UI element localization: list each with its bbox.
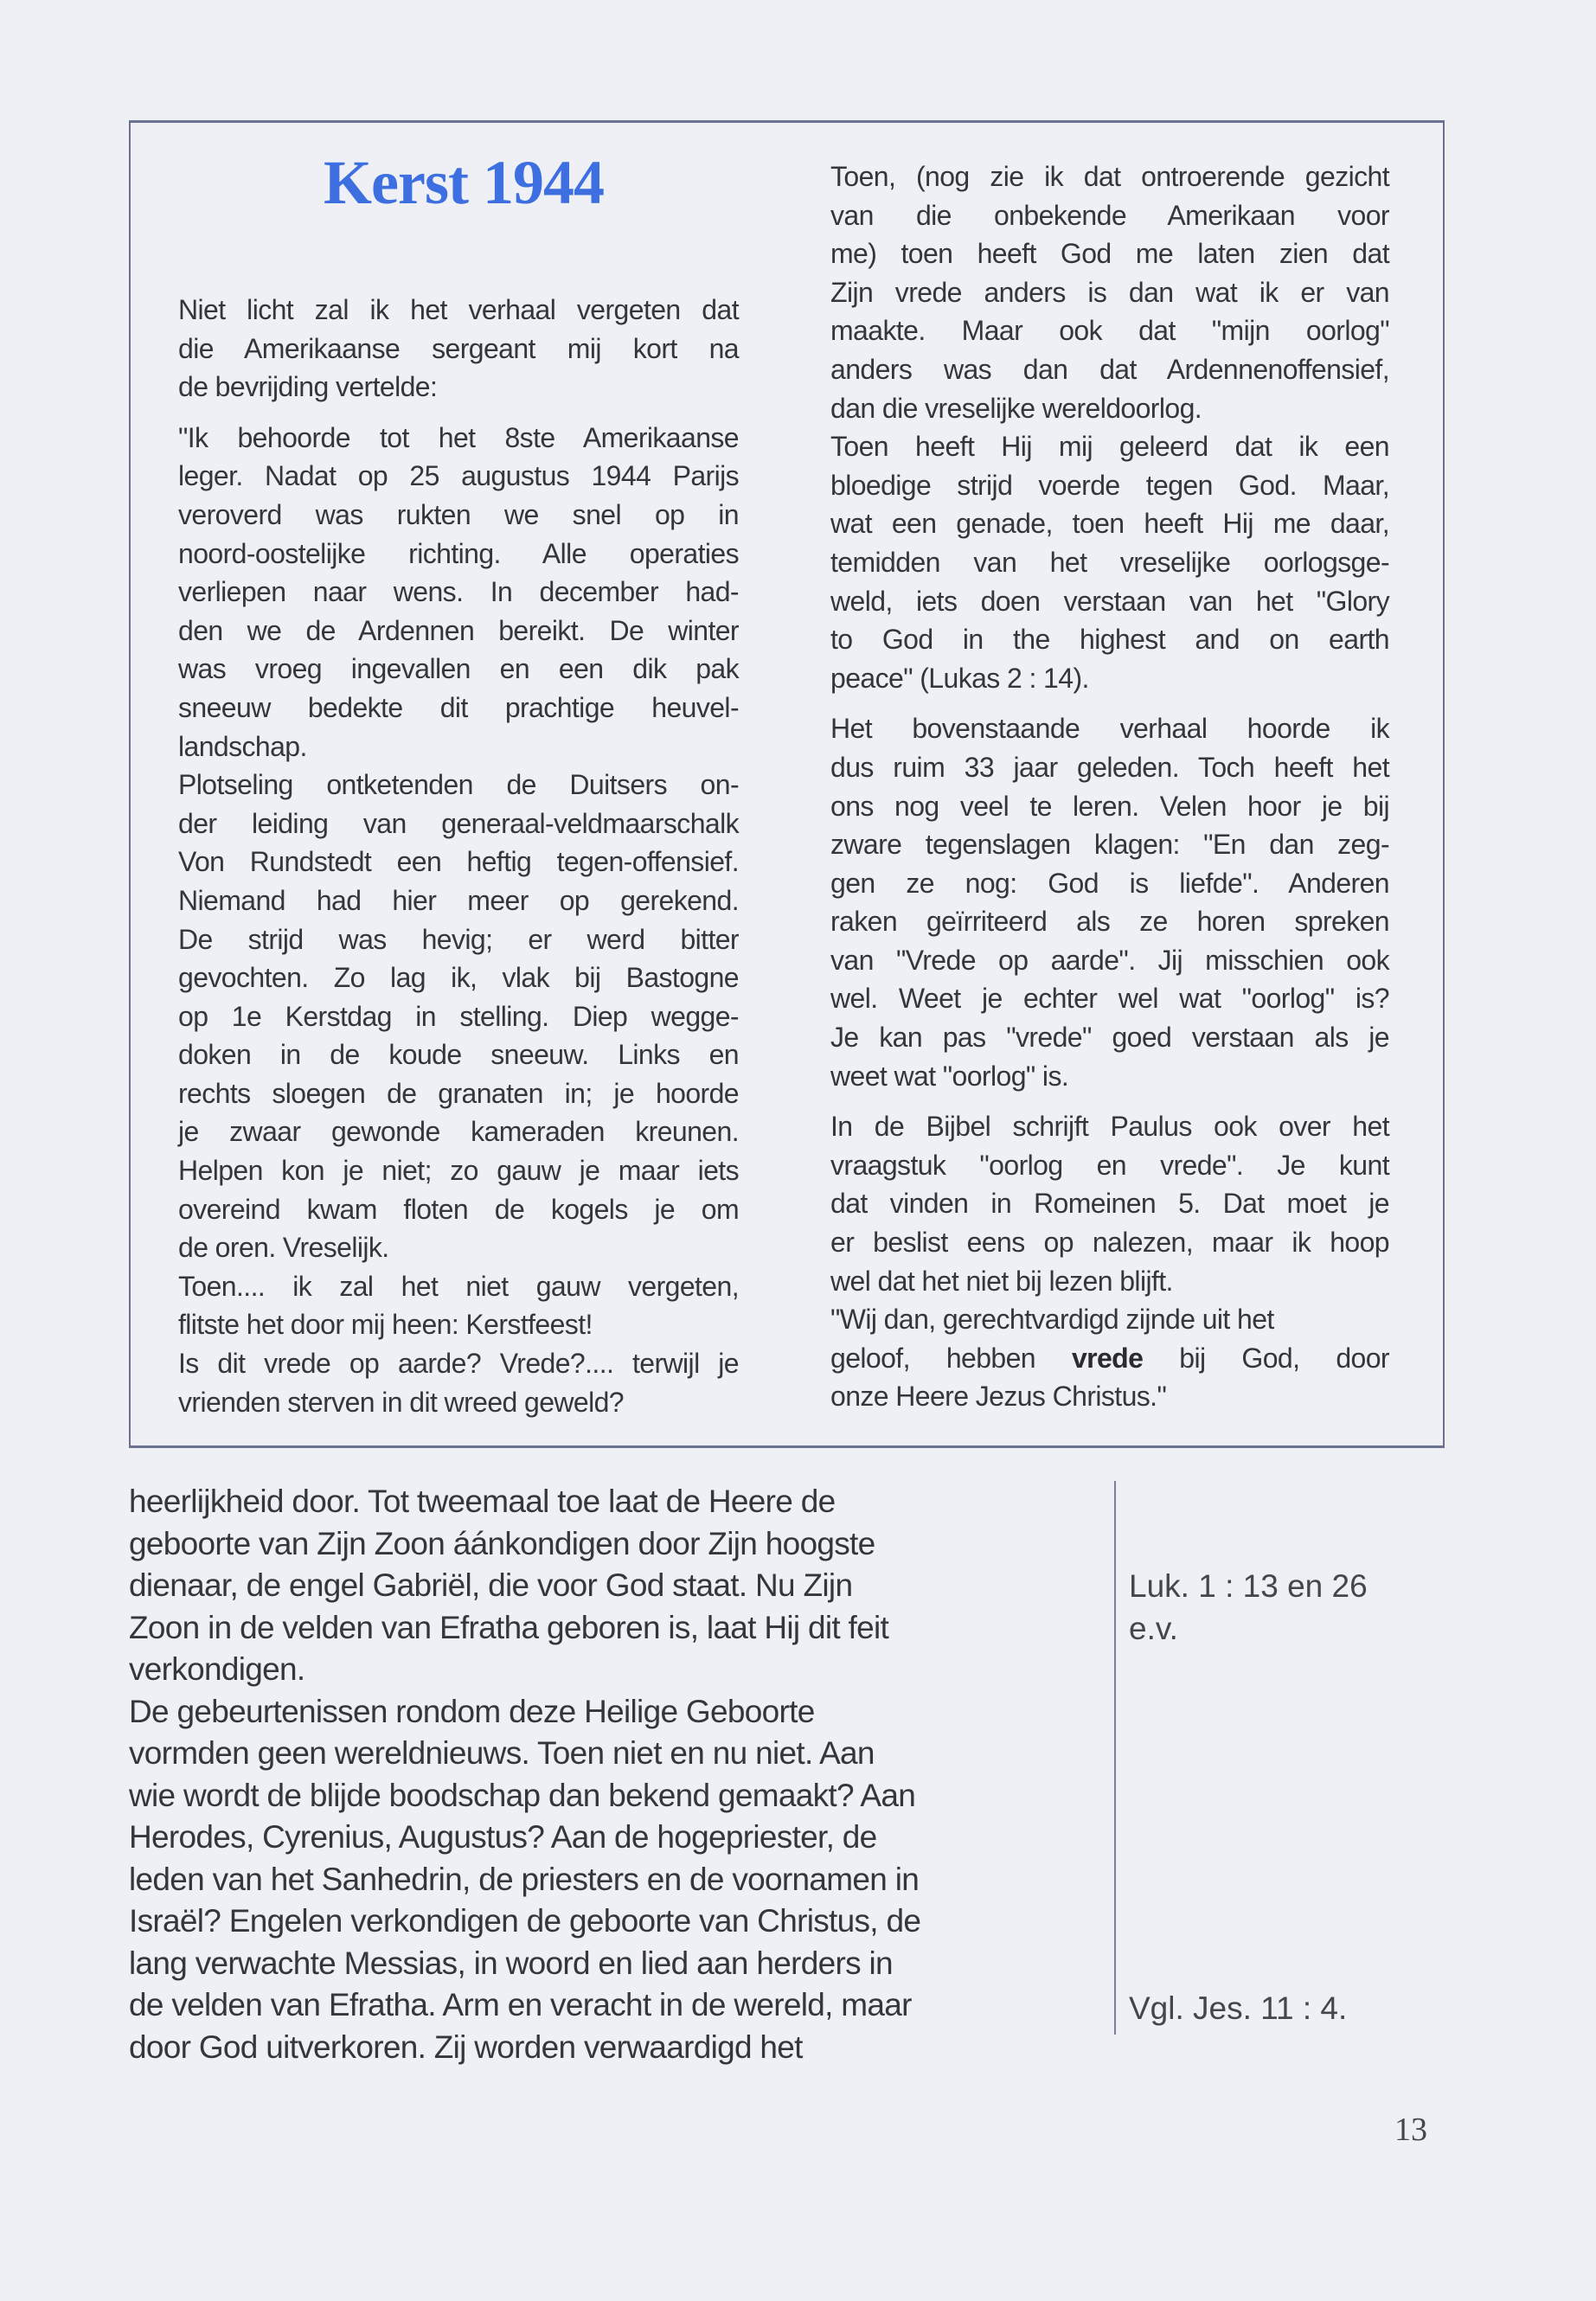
text-line: Het bovenstaande verhaal hoorde ik bbox=[830, 713, 1389, 745]
text-line: verliepen naar wens. In december had- bbox=[178, 576, 739, 608]
text-line: wel. Weet je echter wel wat "oorlog" is? bbox=[830, 983, 1389, 1015]
text-line: zware tegenslagen klagen: "En dan zeg- bbox=[830, 829, 1389, 861]
text-line: wat een genade, toen heeft Hij me daar, bbox=[830, 508, 1389, 540]
text-line: Je kan pas "vrede" goed verstaan als je bbox=[830, 1022, 1389, 1054]
text-line: Toen.... ik zal het niet gauw vergeten, bbox=[178, 1270, 739, 1302]
paragraph-gap bbox=[830, 1095, 1389, 1107]
margin-note-line: e.v. bbox=[1129, 1610, 1178, 1646]
article-title: Kerst 1944 bbox=[324, 148, 604, 217]
text-line: doken in de koude sneeuw. Links en bbox=[178, 1039, 739, 1071]
margin-rule bbox=[1114, 1481, 1116, 2035]
text-line: landschap. bbox=[178, 730, 307, 762]
text-line: peace" (Lukas 2 : 14). bbox=[830, 662, 1089, 694]
margin-note-jes: Vgl. Jes. 11 : 4. bbox=[1129, 1990, 1348, 2026]
text-line: dat vinden in Romeinen 5. Dat moet je bbox=[830, 1188, 1389, 1220]
margin-note-luk bbox=[1129, 1566, 1368, 1650]
page-number: 13 bbox=[1394, 2112, 1427, 2148]
text-line: flitste het door mij heen: Kerstfeest! bbox=[178, 1309, 593, 1341]
text-line: bloedige strijd voerde tegen God. Maar, bbox=[830, 469, 1389, 501]
text-line: leden van het Sanhedrin, de priesters en de voornamen in bbox=[129, 1861, 920, 1897]
text-line: was vroeg ingevallen en een dik pak bbox=[178, 653, 739, 685]
paragraph-gap bbox=[178, 407, 739, 419]
text-line: Zoon in de velden van Efratha geboren is, laat Hij dit feit bbox=[129, 1609, 889, 1645]
text-line: Toen, (nog zie ik dat ontroerende gezicht bbox=[830, 161, 1389, 192]
text-line: die Amerikaanse sergeant mij kort na bbox=[178, 332, 739, 364]
text-line: leger. Nadat op 25 augustus 1944 Parijs bbox=[178, 460, 739, 492]
text-line: Von Rundstedt een heftig tegen-offensief. bbox=[178, 846, 739, 878]
text-line: noord-oostelijke richting. Alle operaties bbox=[178, 537, 739, 569]
text-line: geboorte van Zijn Zoon áánkondigen door Zijn hoogste bbox=[129, 1525, 875, 1561]
text-line: weld, iets doen verstaan van het "Glory bbox=[830, 585, 1389, 617]
text-line: temidden van het vreselijke oorlogsge- bbox=[830, 546, 1389, 578]
paragraph-gap bbox=[830, 697, 1389, 709]
text-line: anders was dan dat Ardennenoffensief, bbox=[830, 353, 1389, 385]
text-line: de velden van Efratha. Arm en veracht in de wereld, maar bbox=[129, 1987, 912, 2022]
emphasis-vrede: vrede bbox=[1071, 1342, 1144, 1374]
text-line: sneeuw bedekte dit prachtige heuvel- bbox=[178, 691, 739, 723]
text-line: rechts sloegen de granaten in; je hoorde bbox=[178, 1077, 739, 1109]
text-line: Zijn vrede anders is dan wat ik er van bbox=[830, 276, 1389, 308]
text-line: overeind kwam floten de kogels je om bbox=[178, 1193, 739, 1225]
text-line: Niemand had hier meer op gerekend. bbox=[178, 884, 739, 916]
text-line: veroverd was rukten we snel op in bbox=[178, 498, 739, 530]
text-line bbox=[830, 1339, 1389, 1378]
text-line: gevochten. Zo lag ik, vlak bij Bastogne bbox=[178, 962, 739, 994]
text-line: lang verwachte Messias, in woord en lied aan herders in bbox=[129, 1945, 893, 1981]
text-line: der leiding van generaal-veldmaarschalk bbox=[178, 807, 739, 839]
margin-note-line: Luk. 1 : 13 en 26 bbox=[1129, 1568, 1368, 1604]
text-line: dan die vreselijke wereldoorlog. bbox=[830, 392, 1202, 424]
text-line: heerlijkheid door. Tot tweemaal toe laat de Heere de bbox=[129, 1484, 836, 1519]
text-line: gen ze nog: God is liefde". Anderen bbox=[830, 867, 1389, 899]
text-line: op 1e Kerstdag in stelling. Diep wegge- bbox=[178, 1000, 739, 1032]
text-line: je zwaar gewonde kameraden kreunen. bbox=[178, 1116, 739, 1148]
text-line: raken geïrriteerd als ze horen spreken bbox=[830, 906, 1389, 938]
text-line: Israël? Engelen verkondigen de geboorte van Christus, de bbox=[129, 1903, 921, 1939]
text-line: ons nog veel te leren. Velen hoor je bij bbox=[830, 790, 1389, 822]
text-line: de oren. Vreselijk. bbox=[178, 1232, 389, 1264]
text-line: wie wordt de blijde boodschap dan bekend gemaakt? Aan bbox=[129, 1777, 916, 1813]
text-line: dus ruim 33 jaar geleden. Toch heeft het bbox=[830, 751, 1389, 783]
text-line: er beslist eens op nalezen, maar ik hoop bbox=[830, 1227, 1389, 1259]
text-line: Toen heeft Hij mij geleerd dat ik een bbox=[830, 431, 1389, 463]
text-fragment: geloof, hebben bbox=[830, 1342, 1072, 1374]
text-line: van "Vrede op aarde". Jij misschien ook bbox=[830, 944, 1389, 976]
text-line: verkondigen. bbox=[129, 1651, 305, 1687]
text-line: to God in the highest and on earth bbox=[830, 624, 1389, 656]
text-line: wel dat het niet bij lezen blijft. bbox=[830, 1265, 1173, 1297]
text-line: weet wat "oorlog" is. bbox=[830, 1060, 1069, 1092]
text-line: dienaar, de engel Gabriël, die voor God staat. Nu Zijn bbox=[129, 1567, 853, 1603]
text-line: den we de Ardennen bereikt. De winter bbox=[178, 614, 739, 646]
text-line: De strijd was hevig; er werd bitter bbox=[178, 923, 739, 955]
text-line: vormden geen wereldnieuws. Toen niet en nu niet. Aan bbox=[129, 1735, 875, 1771]
text-line: vraagstuk "oorlog en vrede". Je kunt bbox=[830, 1149, 1389, 1181]
body-text bbox=[129, 1481, 1048, 2068]
text-line: Plotseling ontketenden de Duitsers on- bbox=[178, 769, 739, 801]
text-fragment: bij God, door bbox=[1143, 1342, 1389, 1374]
text-line: onze Heere Jezus Christus." bbox=[830, 1381, 1167, 1413]
text-line: van die onbekende Amerikaan voor bbox=[830, 199, 1389, 231]
text-line: door God uitverkoren. Zij worden verwaardigd het bbox=[129, 2029, 803, 2065]
text-line: De gebeurtenissen rondom deze Heilige Geboorte bbox=[129, 1693, 815, 1729]
text-line: "Ik behoorde tot het 8ste Amerikaanse bbox=[178, 421, 739, 453]
text-line: "Wij dan, gerechtvardigd zijnde uit het bbox=[830, 1304, 1274, 1336]
text-line: me) toen heeft God me laten zien dat bbox=[830, 238, 1389, 270]
text-line: vrienden sterven in dit wreed geweld? bbox=[178, 1386, 625, 1418]
right-column bbox=[830, 157, 1389, 1416]
text-line: maakte. Maar ook dat "mijn oorlog" bbox=[830, 315, 1389, 347]
text-line: Niet licht zal ik het verhaal vergeten dat bbox=[178, 294, 739, 325]
text-line: Helpen kon je niet; zo gauw je maar iets bbox=[178, 1155, 739, 1187]
text-line: Is dit vrede op aarde? Vrede?.... terwijl je bbox=[178, 1348, 739, 1380]
text-line: de bevrijding vertelde: bbox=[178, 371, 438, 403]
left-column bbox=[178, 291, 739, 1421]
text-line: In de Bijbel schrijft Paulus ook over het bbox=[830, 1111, 1389, 1143]
text-line: Herodes, Cyrenius, Augustus? Aan de hogepriester, de bbox=[129, 1819, 877, 1855]
